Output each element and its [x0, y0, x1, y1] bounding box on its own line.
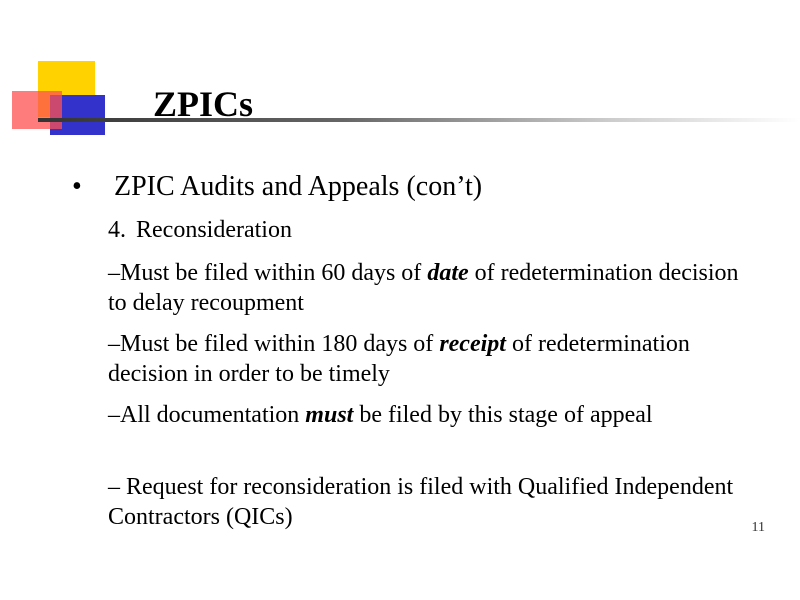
page-number: 11: [751, 520, 765, 535]
list-item-text: be filed by this stage of appeal: [353, 402, 653, 428]
sub-heading-number: 4.: [108, 217, 126, 243]
list-item-text: of redetermination decision in order to be timely: [108, 331, 690, 387]
list-item: [108, 258, 748, 318]
dash-marker: –: [108, 402, 120, 428]
list-item-text: of redetermination decision to delay recoupment: [108, 260, 739, 316]
list-item-text: Must be filed within 60 days of: [120, 260, 428, 286]
dash-marker: –: [108, 331, 120, 357]
emphasis-text: date: [427, 260, 469, 286]
list-item: [108, 400, 748, 430]
slide-title: ZPICs: [153, 84, 254, 124]
sub-heading-text: Reconsideration: [136, 217, 292, 243]
list-item-text: Must be filed within 180 days of: [120, 331, 440, 357]
emphasis-text: must: [305, 402, 354, 428]
bullet-marker: •: [72, 171, 82, 202]
decor-red-square: [12, 91, 62, 129]
list-item-text: Request for reconsideration is filed with Qualified Independent Contractors (QICs): [108, 474, 734, 530]
dash-marker: –: [108, 260, 120, 286]
list-item: [108, 329, 748, 389]
list-item-text: All documentation: [120, 402, 306, 428]
main-bullet-text: ZPIC Audits and Appeals (con’t): [114, 171, 483, 202]
emphasis-text: receipt: [439, 331, 506, 357]
list-item: [108, 472, 748, 532]
main-bullet: [72, 170, 482, 204]
sub-heading: [108, 215, 748, 245]
dash-marker: –: [108, 474, 126, 500]
